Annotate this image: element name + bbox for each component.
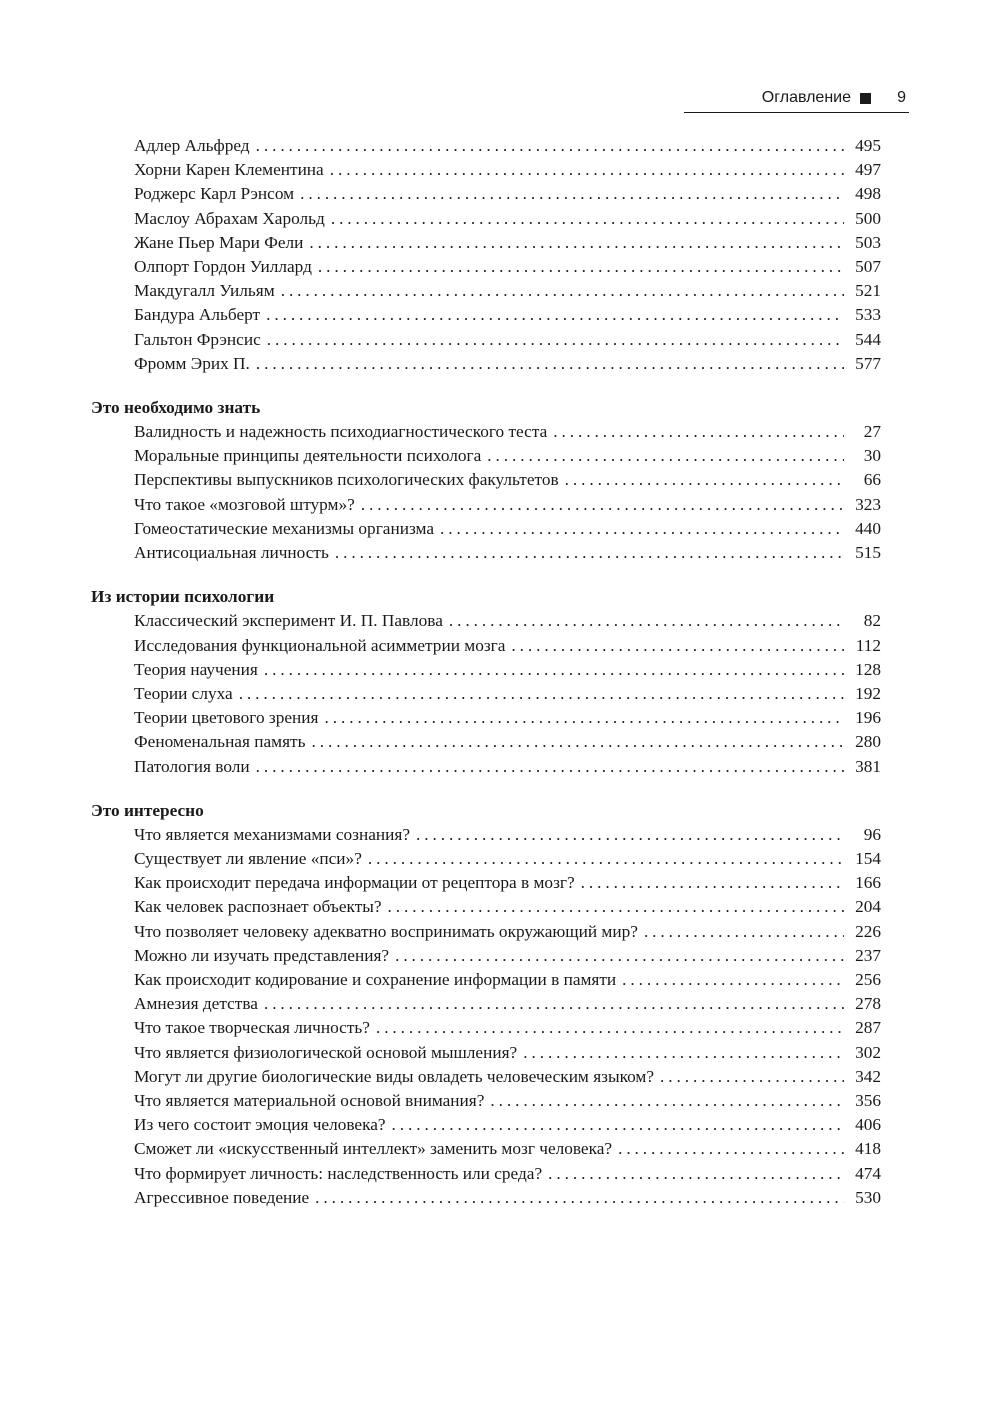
toc-entry-page: 96 <box>863 824 881 844</box>
toc-section <box>91 799 881 1210</box>
toc-section <box>91 585 881 779</box>
toc-entry <box>91 444 881 468</box>
toc-entry-title: Роджерс Карл Рэнсом <box>134 184 295 204</box>
toc-entry-page: 497 <box>855 160 881 180</box>
toc-entry <box>91 1113 881 1137</box>
toc-entry <box>91 158 881 182</box>
toc-entry-page: 30 <box>863 446 881 466</box>
toc-entry-title: Как человек распознает объекты? <box>134 897 382 917</box>
toc-entry-title: Маслоу Абрахам Харольд <box>134 208 325 228</box>
toc-entry-title: Теория научения <box>134 659 258 679</box>
toc-entry-title: Что такое «мозговой штурм»? <box>134 494 355 514</box>
dot-leader <box>256 134 844 158</box>
dot-leader <box>622 968 844 992</box>
toc-entry <box>91 847 881 871</box>
dot-leader <box>511 634 844 658</box>
toc-entry-title: Амнезия детства <box>134 994 258 1014</box>
dot-leader <box>440 517 844 541</box>
toc-entry <box>91 207 881 231</box>
toc-entry-title: Теории цветового зрения <box>134 708 319 728</box>
toc-entry-title: Фромм Эрих П. <box>134 353 250 373</box>
toc-entry-title: Антисоциальная личность <box>134 543 329 562</box>
dot-leader <box>376 1016 844 1040</box>
toc-entry-page: 192 <box>855 683 881 703</box>
toc-entry-page: 256 <box>855 970 881 989</box>
dot-leader <box>523 1041 844 1065</box>
toc-entry <box>91 992 881 1016</box>
toc-entry <box>91 634 881 658</box>
toc-entry-page: 577 <box>855 353 881 373</box>
dot-leader <box>256 755 844 779</box>
dot-leader <box>309 231 844 255</box>
toc-entry-page: 323 <box>855 494 881 514</box>
dot-leader <box>312 730 845 754</box>
toc-entry <box>91 134 881 158</box>
toc-entry <box>91 730 881 754</box>
toc-entry-title: Что является механизмами сознания? <box>134 824 411 844</box>
toc-entry-page: 278 <box>855 994 881 1014</box>
toc-entry-title: Макдугалл Уильям <box>134 281 275 301</box>
dot-leader <box>449 609 844 633</box>
toc-entry-title: Что является физиологической основой мышления? <box>134 1042 518 1062</box>
toc-entry-page: 226 <box>855 921 881 941</box>
toc-entry-page: 418 <box>855 1139 881 1159</box>
toc-entry-page: 166 <box>855 873 881 893</box>
toc-entry <box>91 303 881 327</box>
dot-leader <box>581 871 844 895</box>
dot-leader <box>264 992 844 1016</box>
toc-entry <box>91 920 881 944</box>
table-of-contents <box>91 134 881 1230</box>
toc-entry-title: Что формирует личность: наследственность или среда? <box>134 1163 543 1183</box>
toc-entry <box>91 231 881 255</box>
dot-leader <box>395 944 844 968</box>
toc-entry-page: 128 <box>855 659 881 679</box>
toc-entry-title: Патология воли <box>134 756 250 776</box>
toc-entry <box>91 420 881 444</box>
dot-leader <box>644 920 844 944</box>
toc-entry-title: Олпорт Гордон Уиллард <box>134 256 312 276</box>
dot-leader <box>281 279 844 303</box>
toc-entry <box>91 658 881 682</box>
toc-entry-page: 498 <box>855 184 881 204</box>
toc-entry-page: 287 <box>855 1018 881 1038</box>
toc-entry-title: Теории слуха <box>134 683 233 703</box>
dot-leader <box>335 541 844 565</box>
dot-leader <box>256 352 844 376</box>
toc-entry <box>91 352 881 376</box>
dot-leader <box>267 328 844 352</box>
toc-entry <box>91 1186 881 1210</box>
toc-entry-page: 521 <box>855 281 881 301</box>
dot-leader <box>392 1113 844 1137</box>
toc-entry-page: 66 <box>863 470 881 490</box>
toc-entry-page: 381 <box>855 756 881 776</box>
toc-entry-title: Феноменальная память <box>134 732 306 752</box>
dot-leader <box>368 847 844 871</box>
toc-entry-title: Адлер Альфред <box>134 136 250 155</box>
toc-entry-title: Существует ли явление «пси»? <box>134 849 362 869</box>
toc-entry-title: Из чего состоит эмоция человека? <box>134 1115 386 1135</box>
running-header <box>684 86 909 113</box>
toc-entry-title: Перспективы выпускников психологических факультетов <box>134 470 559 490</box>
toc-entry-title: Гомеостатические механизмы организма <box>134 518 435 538</box>
toc-entry-page: 196 <box>855 708 881 728</box>
toc-entry <box>91 682 881 706</box>
toc-entry-title: Гальтон Фрэнсис <box>134 329 261 349</box>
section-heading: Это необходимо знать <box>91 397 261 417</box>
toc-entry-title: Валидность и надежность психодиагностического теста <box>134 422 548 442</box>
toc-entry-page: 500 <box>855 208 881 228</box>
toc-entry-page: 27 <box>863 422 881 442</box>
toc-entry-title: Что такое творческая личность? <box>134 1018 370 1038</box>
toc-entry <box>91 1016 881 1040</box>
toc-entry <box>91 706 881 730</box>
toc-entry <box>91 609 881 633</box>
toc-section <box>91 134 881 376</box>
dot-leader <box>565 468 844 492</box>
dot-leader <box>487 444 844 468</box>
dot-leader <box>315 1186 844 1210</box>
dot-leader <box>239 682 844 706</box>
dot-leader <box>325 706 845 730</box>
toc-entry <box>91 823 881 847</box>
toc-entry <box>91 1089 881 1113</box>
toc-entry <box>91 468 881 492</box>
toc-entry <box>91 517 881 541</box>
toc-entry-page: 533 <box>855 305 881 325</box>
toc-entry <box>91 328 881 352</box>
toc-entry <box>91 968 881 992</box>
toc-entry-title: Что позволяет человеку адекватно воспринимать окружающий мир? <box>134 921 638 941</box>
toc-entry-list <box>91 609 881 778</box>
dot-leader <box>660 1065 844 1089</box>
toc-entry-page: 495 <box>855 136 881 155</box>
toc-entry-page: 280 <box>855 732 881 752</box>
toc-entry-list <box>91 134 881 376</box>
dot-leader <box>490 1089 844 1113</box>
dot-leader <box>361 493 844 517</box>
toc-entry-page: 503 <box>855 232 881 252</box>
toc-entry <box>91 1137 881 1161</box>
toc-entry <box>91 944 881 968</box>
toc-entry <box>91 1041 881 1065</box>
toc-entry <box>91 182 881 206</box>
square-bullet-icon <box>860 93 871 104</box>
toc-entry-title: Классический эксперимент И. П. Павлова <box>134 611 443 631</box>
toc-entry <box>91 493 881 517</box>
dot-leader <box>388 895 844 919</box>
toc-entry <box>91 541 881 565</box>
toc-entry <box>91 279 881 303</box>
toc-entry-page: 154 <box>855 849 881 869</box>
toc-section <box>91 396 881 565</box>
toc-entry <box>91 755 881 779</box>
toc-entry-page: 237 <box>855 945 881 965</box>
dot-leader <box>266 303 844 327</box>
toc-entry-title: Что является материальной основой внимания? <box>134 1090 485 1110</box>
dot-leader <box>618 1137 844 1161</box>
dot-leader <box>330 158 844 182</box>
toc-entry-page: 356 <box>855 1090 881 1110</box>
toc-entry-page: 342 <box>855 1066 881 1086</box>
toc-entry-page: 204 <box>855 897 881 917</box>
toc-entry-title: Могут ли другие биологические виды овладеть человеческим языком? <box>134 1066 655 1086</box>
toc-entry-page: 515 <box>855 543 881 562</box>
toc-entry-page: 406 <box>855 1115 881 1135</box>
toc-entry-title: Хорни Карен Клементина <box>134 160 324 180</box>
toc-entry-page: 440 <box>855 518 881 538</box>
dot-leader <box>300 182 844 206</box>
toc-entry-list <box>91 420 881 565</box>
toc-entry-page: 507 <box>855 256 881 276</box>
toc-entry-title: Как происходит кодирование и сохранение информации в памяти <box>134 970 617 989</box>
toc-entry <box>91 895 881 919</box>
toc-entry-title: Бандура Альберт <box>134 305 261 325</box>
dot-leader <box>264 658 844 682</box>
toc-entry <box>91 255 881 279</box>
toc-entry-page: 302 <box>855 1042 881 1062</box>
dot-leader <box>416 823 844 847</box>
toc-entry-title: Исследования функциональной асимметрии мозга <box>134 635 506 655</box>
dot-leader <box>318 255 844 279</box>
section-heading: Из истории психологии <box>91 587 275 607</box>
toc-entry-title: Можно ли изучать представления? <box>134 945 390 965</box>
toc-entry-page: 530 <box>855 1187 881 1207</box>
section-heading: Это интересно <box>91 800 204 820</box>
toc-entry-title: Жане Пьер Мари Фели <box>134 232 304 252</box>
running-header-title: Оглавление <box>761 89 851 106</box>
dot-leader <box>548 1162 844 1186</box>
dot-leader <box>553 420 844 444</box>
page-number: 9 <box>897 89 906 106</box>
toc-entry <box>91 871 881 895</box>
toc-entry-title: Сможет ли «искусственный интеллект» заменить мозг человека? <box>134 1139 613 1159</box>
toc-entry <box>91 1065 881 1089</box>
toc-entry-title: Моральные принципы деятельности психолога <box>134 446 482 466</box>
toc-entry-page: 112 <box>855 635 881 655</box>
toc-entry-page: 544 <box>855 329 881 349</box>
toc-entry-list <box>91 823 881 1210</box>
toc-entry-title: Как происходит передача информации от рецептора в мозг? <box>134 873 575 893</box>
toc-entry <box>91 1162 881 1186</box>
toc-entry-page: 474 <box>855 1163 881 1183</box>
toc-entry-page: 82 <box>863 611 881 631</box>
toc-entry-title: Агрессивное поведение <box>134 1187 310 1207</box>
dot-leader <box>331 207 844 231</box>
